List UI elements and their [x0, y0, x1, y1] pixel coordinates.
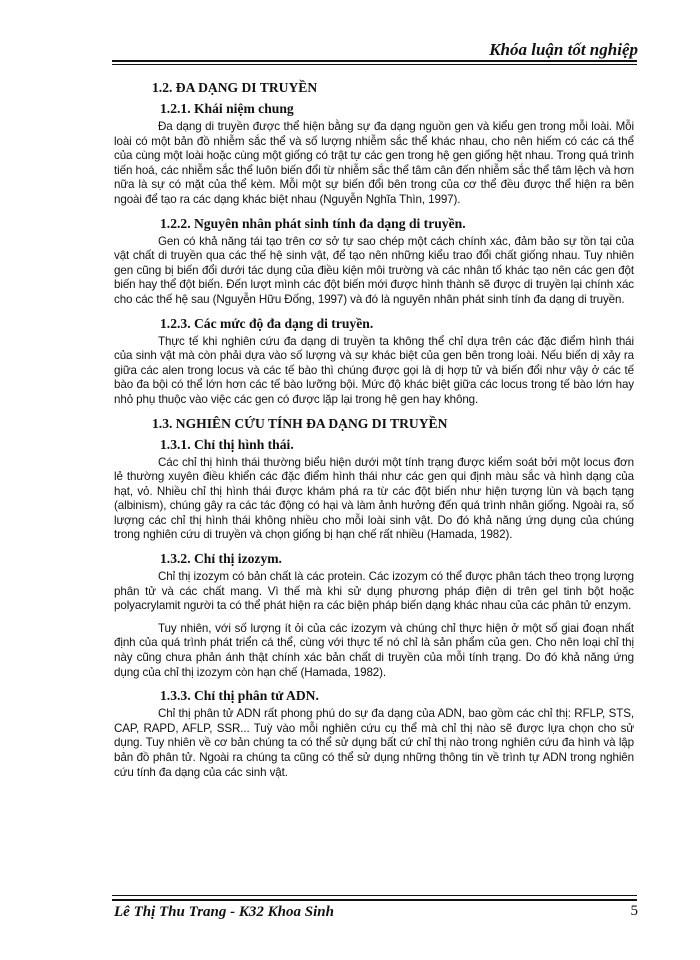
paragraph-1-3-2-b: Tuy nhiên, với số lượng ít ỏi của các izozym và chúng chỉ thực hiện ở một số giai đoạn nhất định của quá trình phát triển cá thể, cùng với thực tế nó chỉ là sản phẩm của gen. Cho nên loại chỉ thị này cũng chưa phản ánh thật chính xác bản chất di truyền của mỗi tính trạng. Do đó khả năng ứng dụng của chỉ thị izozym còn hạn chế (Hamada, 1982).	[114, 621, 634, 679]
subsection-heading-1-3-2: 1.3.2. Chỉ thị izozym.	[160, 551, 282, 567]
paragraph-1-2-1: Đa dạng di truyền được thể hiện bằng sự đa dạng nguồn gen và kiểu gen trong mỗi loài. Mỗi loài có một bản đồ nhiễm sắc thể và số lượng nhiễm sắc thể khác nhau, cho nên hiếm có các cá thể của cùng một loài hoặc cùng một giống có trật tự các gen trong hệ gen giống hệt nhau. Trong quá trình tiến hoá, các nhiễm sắc thể luôn biến đổi từ nhiễm sắc thể tâm cân đến nhiễm sắc thể tâm lệch và hơn nữa là sự có mặt của thể kèm. Mỗi một sự biến đổi bên trong của cơ thể đều được thể hiện ra bên ngoài để tạo ra các dạng khác biệt nhau (Nguyễn Nghĩa Thìn, 1997).	[114, 120, 634, 206]
paragraph-1-3-3: Chỉ thị phân tử ADN rất phong phú do sự đa dạng của ADN, bao gồm các chỉ thị: RFLP, STS, CAP, RAPD, AFLP, SSR... Tuỳ vào mỗi nghiên cứu cụ thể mà chỉ thị nào sẽ được lựa chọn cho sử dụng. Tuy nhiên về cơ bản chúng ta có thể sử dụng bất cứ chỉ thị nào trong nghiên cứu đa hình và lập bản đồ phân tử. Ngoài ra chúng ta cũng có thể sử dụng những thông tin về trình tự ADN trong nghiên cứu tính đa dạng của các sinh vật.	[114, 707, 634, 779]
subsection-heading-1-2-2: 1.2.2. Nguyên nhân phát sinh tính đa dạng di truyền.	[160, 215, 466, 231]
header-rule	[112, 60, 637, 62]
paragraph-1-2-3: Thực tế khi nghiên cứu đa dạng di truyền ta không thể chỉ dựa trên các đặc điểm hình thái của sinh vật mà còn phải dựa vào số lượng và sự khác biệt của gen bên trong loài. Nếu biến dị xảy ra giữa các alen trong locus và các tế bào thì chúng được gọi là dị hợp tử và biến đổi như vậy ở các tế bào đa bội có thể lớn hơn các tế bào lưỡng bội. Mức độ khác biệt giữa các locus trong tế bào lớn hay nhỏ phụ thuộc vào việc các gen có được lặp lại trong hệ gen hay không.	[114, 334, 634, 406]
header-rule-thin	[112, 64, 637, 65]
footer-author: Lê Thị Thu Trang - K32 Khoa Sinh	[114, 904, 334, 920]
footer-rule	[112, 899, 637, 901]
subsection-heading-1-2-3: 1.2.3. Các mức độ đa dạng di truyền.	[160, 315, 374, 331]
subsection-heading-1-3-1: 1.3.1. Chỉ thị hình thái.	[160, 436, 294, 452]
subsection-heading-1-2-1: 1.2.1. Khái niệm chung	[160, 101, 294, 116]
paragraph-1-2-2: Gen có khả năng tái tạo trên cơ sở tự sao chép một cách chính xác, đảm bảo sự tồn tại của vật chất di truyền qua các thế hệ sinh vật, để tạo nên những kiểu trao đổi chất giống nhau. Tuy nhiên gen cũng bị biến đổi dưới tác dụng của điều kiện môi trường và các nhân tố khác tạo nên các gen đột biến hay thể đột biến. Đến lượt mình các đột biến mới được hình thành sẽ được di truyền lại chính xác cho các thế hệ sau (Nguyễn Hữu Đống, 1997) và đó là nguyên nhân phát sinh tính đa dạng di truyền.	[114, 234, 634, 306]
header-title: Khóa luận tốt nghiệp	[489, 40, 638, 59]
footer-rule-thin	[112, 895, 637, 896]
paragraph-1-3-1: Các chỉ thị hình thái thường biểu hiện dưới một tính trạng được kiểm soát bởi một locus đơn lẻ thường xuyên điều khiển các đặc điểm hình thái như các gen qui định màu sắc và hình dạng của hạt, vỏ. Nhiều chỉ thị hình thái được khám phá ra từ các đột biến như hiện tượng lùn và bạch tạng (albinism), chúng gây ra các tác động có hại và làm ảnh hưởng đến quá trình nhân giống. Ngoài ra, số lượng các chỉ thị hình thái không nhiều cho mỗi loài sinh vật. Do đó khả năng ứng dụng của chúng trong nghiên cứu di truyền và chọn giống bị hạn chế rất nhiều (Hamada, 1982).	[114, 455, 634, 542]
page-number: 5	[630, 903, 638, 919]
section-heading-1-2: 1.2. ĐA DẠNG DI TRUYỀN	[152, 80, 318, 95]
paragraph-1-3-2-a: Chỉ thị izozym có bản chất là các protein. Các izozym có thể được phân tách theo trọng lượng phân tử và các chất mang. Vì thế mà khi sử dụng phương pháp điện di trên gel tinh bột hoặc polyacrylamit người ta có thể phát hiện ra các biện pháp biến dạng khác nhau của các phân tử enzym.	[114, 570, 634, 613]
section-heading-1-3: 1.3. NGHIÊN CỨU TÍNH ĐA DẠNG DI TRUYỀN	[152, 415, 448, 431]
document-body	[114, 76, 634, 786]
subsection-heading-1-3-3: 1.3.3. Chỉ thị phân tử ADN.	[160, 688, 319, 704]
